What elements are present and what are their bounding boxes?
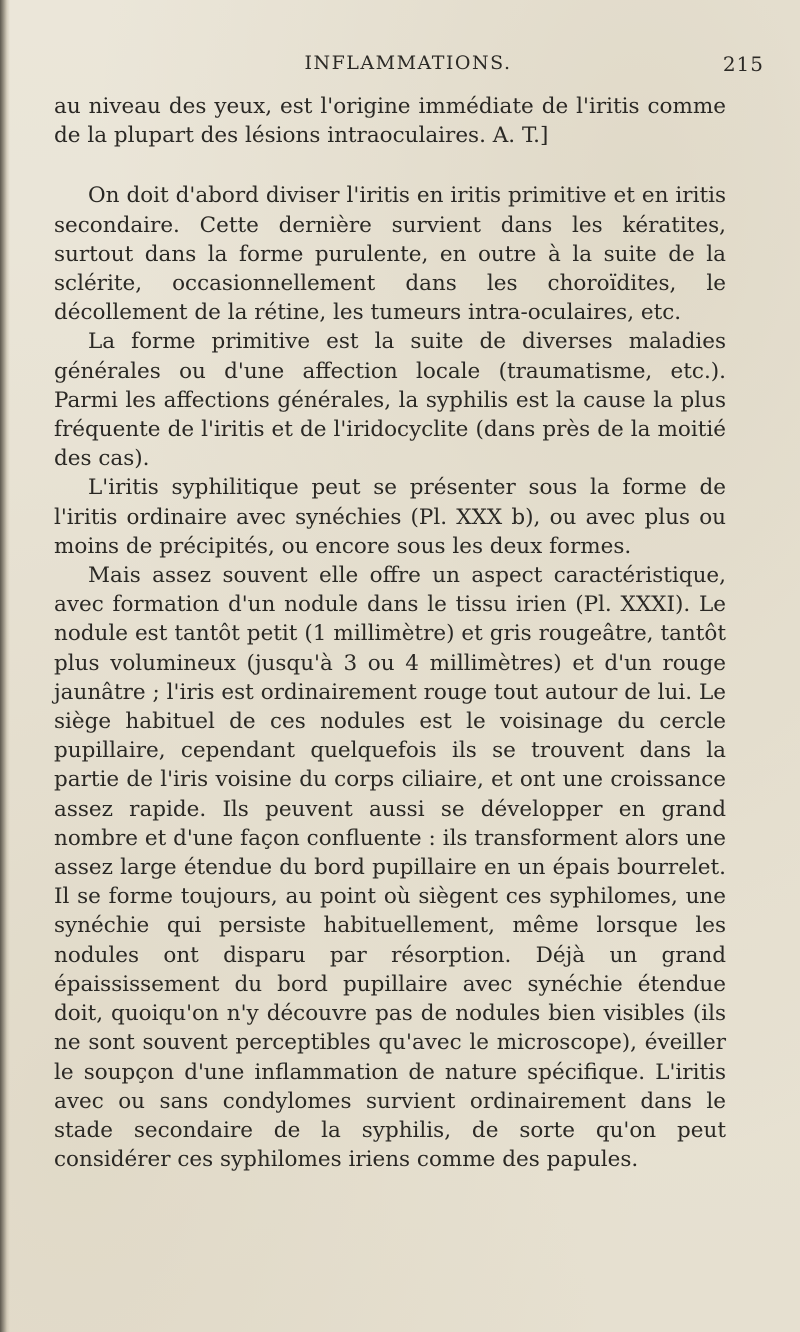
paragraph-syphilitic-iritis: L'iritis syphilitique peut se présenter sous la forme de l'iritis ordinaire avec synéchies (Pl. XXX b), ou avec plus ou moins de précipités, ou encore sous les deux formes. bbox=[54, 475, 726, 559]
page-number: 215 bbox=[722, 52, 764, 76]
running-title: INFLAMMATIONS. bbox=[304, 52, 512, 74]
binding-shadow bbox=[0, 0, 10, 1332]
paragraph-nodules: Mais assez souvent elle offre un aspect caractéristique, avec formation d'un nodule dans le tissu irien (Pl. XXXI). Le nodule est tantôt petit (1 millimètre) et gris rougeâtre, tantôt plus volumineux (jusqu'à 3 ou 4 millimètres) et d'un rouge jaunâtre ; l'iris est ordinairement rouge tout autour de lui. Le siège habituel de ces nodules est le voisinage du cercle pupillaire, cependant quelquefois ils se trouvent dans la partie de l'iris voisine du corps ciliaire, et ont une croissance assez rapide. Ils peuvent aussi se développer en grand nombre et d'une façon confluente : ils transforment alors une assez large étendue du bord pupillaire en un épais bourrelet. Il se forme toujours, au point où siègent ces syphilomes, une synéchie qui persiste habituellement, même lorsque les nodules ont disparu par résorption. Déjà un grand épaississement du bord pupillaire avec synéchie étendue doit, quoiqu'on n'y découvre pas de nodules bien visibles (ils ne sont souvent perceptibles qu'avec le microscope), éveiller le soupçon d'une inflammation de nature spécifique. L'iritis avec ou sans condylomes survient ordinairement dans le stade secondaire de la syphilis, de sorte qu'on peut considérer ces syphilomes iriens comme des papules. bbox=[54, 563, 726, 1173]
paragraph-primitive-form: La forme primitive est la suite de diverses maladies générales ou d'une affection locale (traumatisme, etc.). Parmi les affections générales, la syphilis est la cause la plus fréquente de l'iritis et de l'iridocyclite (dans près de la moitié des cas). bbox=[54, 329, 726, 472]
paragraph-iritis-division: On doit d'abord diviser l'iritis en iritis primitive et en iritis secondaire. Cette dernière survient dans les kératites, surtout dans la forme purulente, en outre à la suite de la sclérite, occasionnellement dans les choroïdites, le décollement de la rétine, les tumeurs intra-oculaires, etc. bbox=[54, 183, 726, 326]
page-header bbox=[52, 52, 764, 82]
paragraph-continuation: au niveau des yeux, est l'origine immédiate de l'iritis comme de la plupart des lésions intraoculaires. A. T.] bbox=[54, 94, 726, 149]
body-text bbox=[54, 92, 726, 1174]
